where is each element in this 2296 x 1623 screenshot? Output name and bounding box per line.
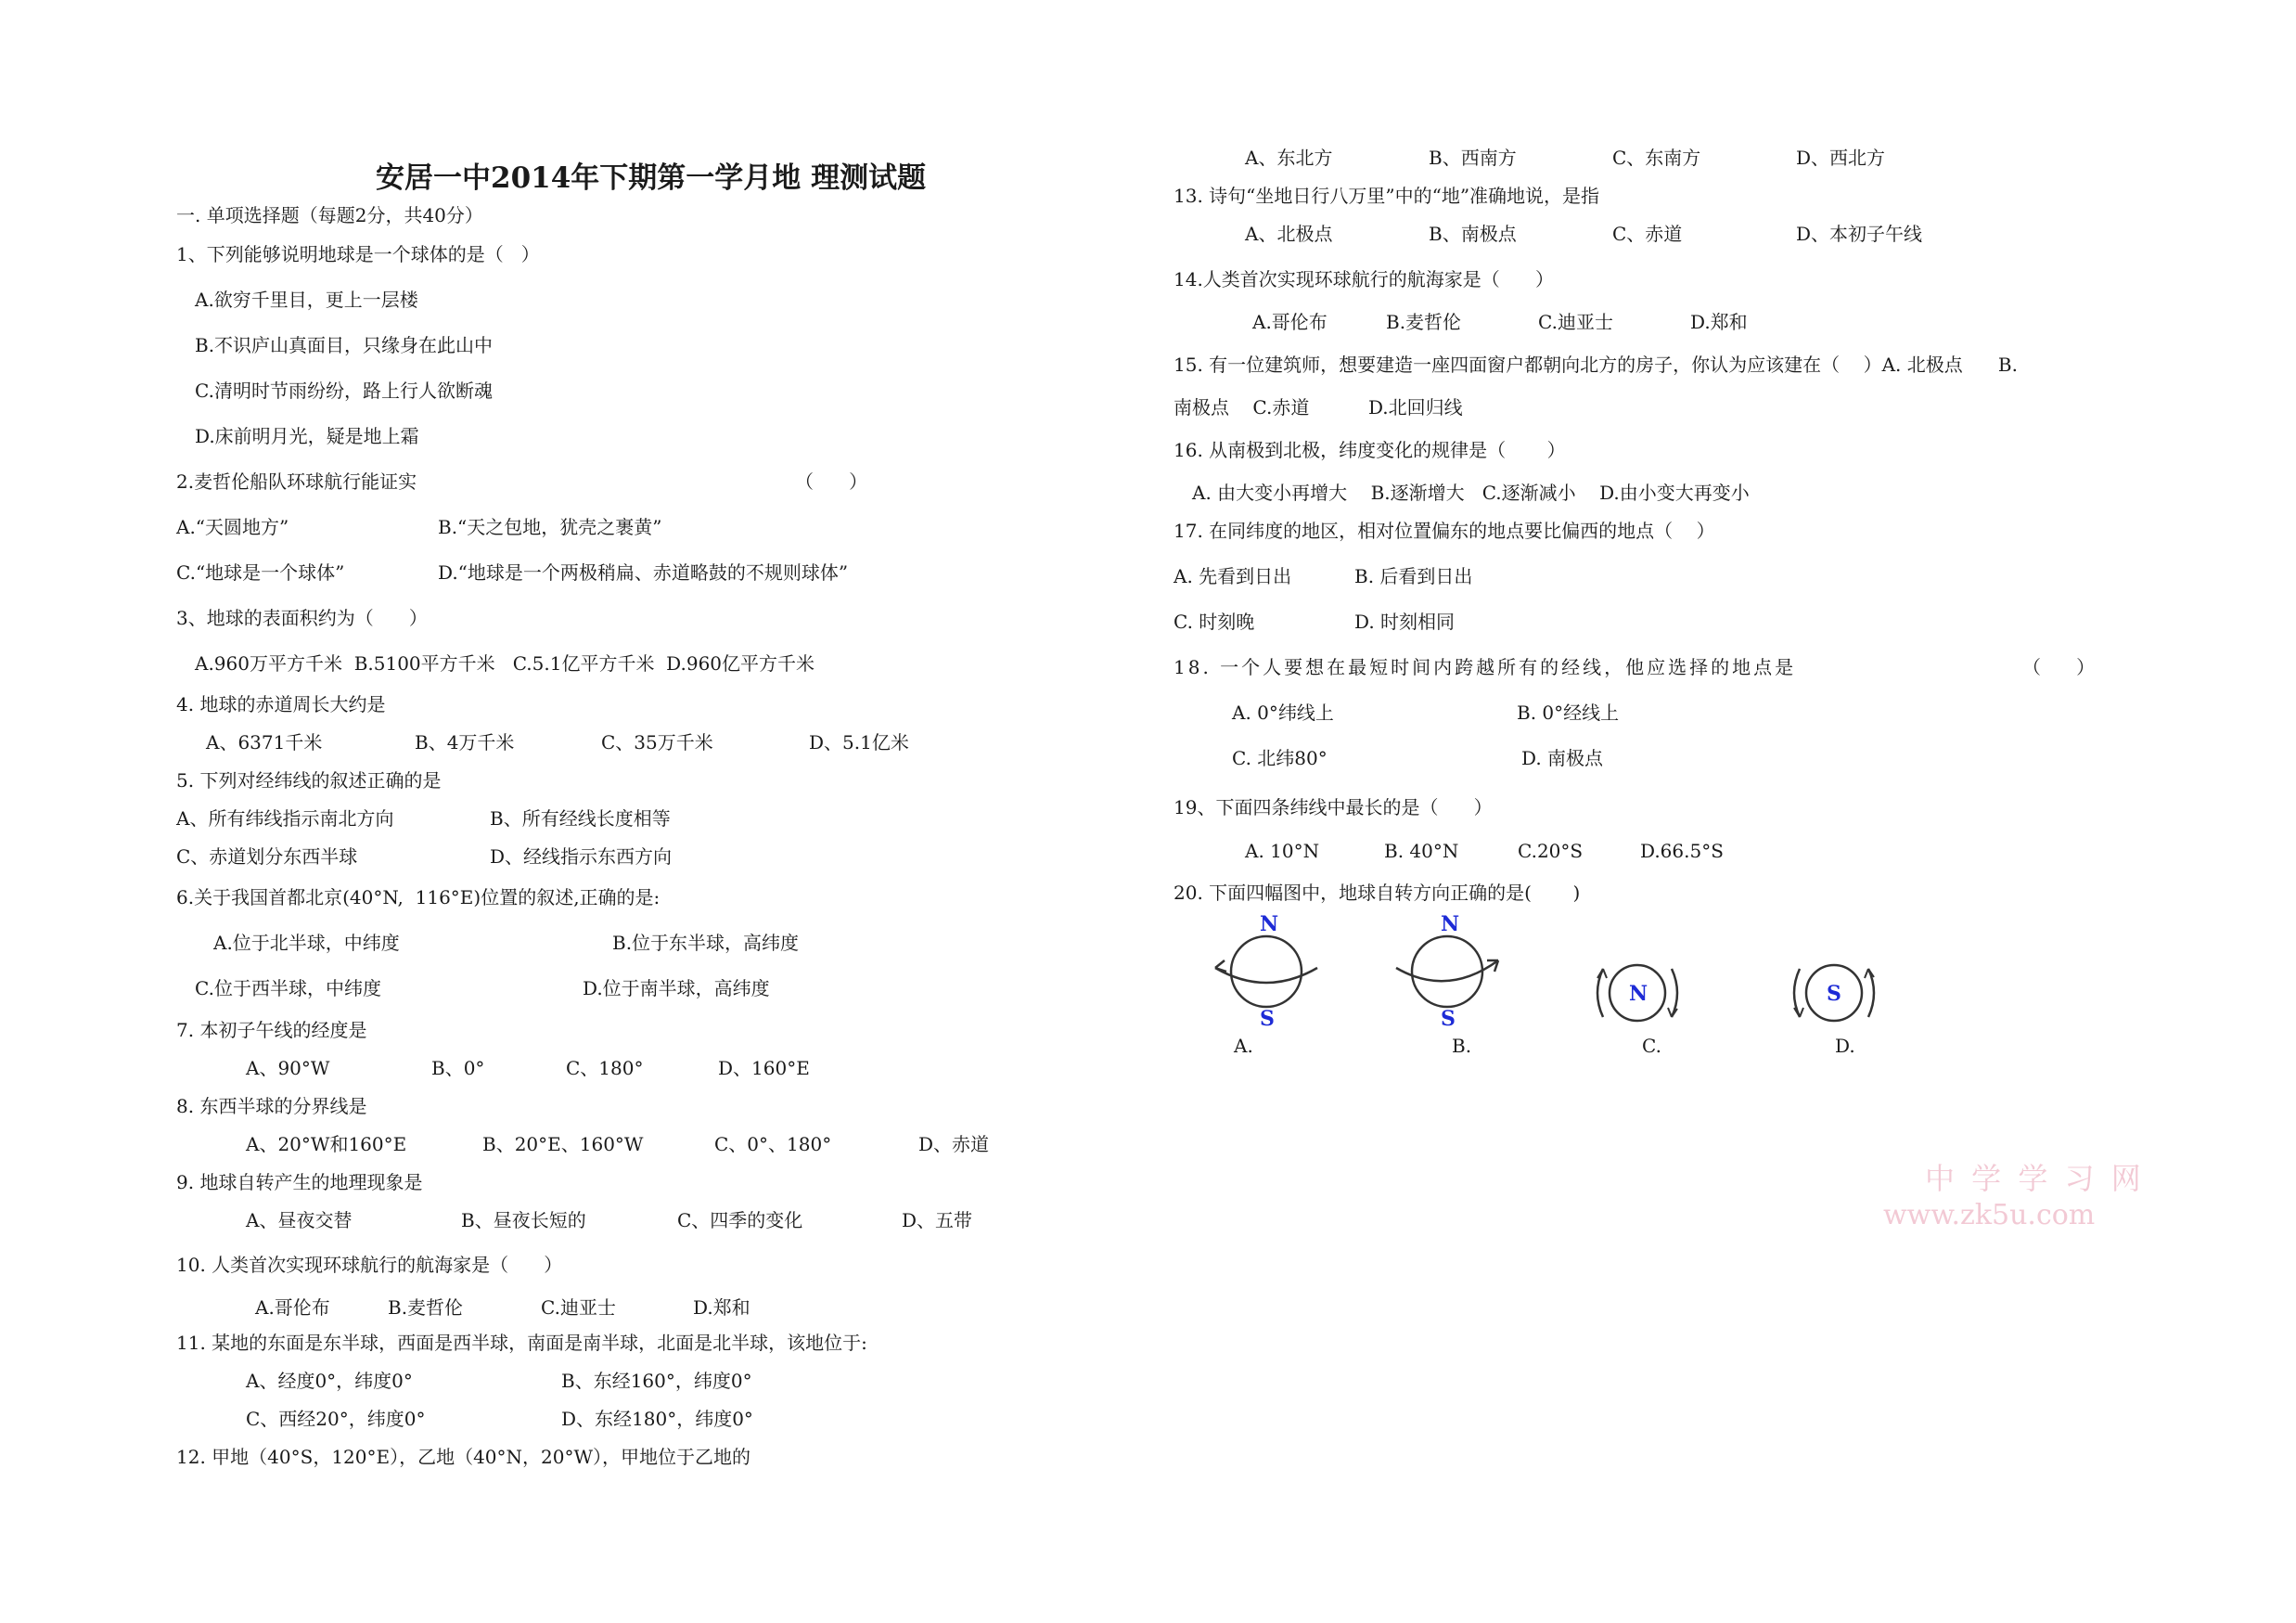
q12-option-c: C、东南方: [1612, 147, 1701, 169]
q18-option-d: D. 南极点: [1521, 747, 1604, 769]
q17-option-b: B. 后看到日出: [1354, 565, 1473, 587]
q7-option-c: C、180°: [566, 1057, 644, 1079]
q13-option-d: D、本初子午线: [1796, 223, 1923, 245]
figure-b-label: B.: [1452, 1035, 1472, 1057]
q12-option-d: D、西北方: [1796, 147, 1886, 169]
q11-option-d: D、东经180°，纬度0°: [561, 1408, 753, 1430]
question-10: 10. 人类首次实现环球航行的航海家是（ ）: [176, 1254, 563, 1276]
question-1: 1、下列能够说明地球是一个球体的是（ ）: [176, 243, 540, 265]
q6-option-b: B.位于东半球，高纬度: [612, 932, 800, 954]
north-label: N: [1441, 914, 1460, 936]
q17-option-a: A. 先看到日出: [1174, 565, 1292, 587]
q2-answer-blank: （ ）: [795, 470, 868, 493]
figure-b-side-globe: [1387, 914, 1507, 1030]
q13-option-a: A、北极点: [1245, 223, 1333, 245]
question-7: 7. 本初子午线的经度是: [176, 1019, 367, 1041]
question-19: 19、下面四条纬线中最长的是（ ）: [1174, 796, 1493, 818]
watermark-title: 中 学 学 习 网: [1925, 1161, 2145, 1196]
question-20: 20. 下面四幅图中，地球自转方向正确的是( ): [1174, 882, 1581, 904]
q5-option-d: D、经线指示东西方向: [490, 845, 673, 868]
q8-option-c: C、0°、180°: [714, 1133, 832, 1155]
south-label: S: [1827, 982, 1841, 1006]
q11-option-a: A、经度0°，纬度0°: [246, 1370, 413, 1392]
q2-option-a: A.“天圆地方”: [176, 516, 289, 538]
q8-option-d: D、赤道: [918, 1133, 990, 1155]
figure-a-label: A.: [1234, 1035, 1253, 1057]
q1-option-b: B.不识庐山真面目，只缘身在此山中: [195, 334, 494, 356]
page-title: 安居一中2014年下期第一学月地 理测试题: [376, 161, 927, 195]
question-13: 13. 诗句“坐地日行八万里”中的“地”准确地说，是指: [1174, 185, 1600, 207]
q19-option-d: D.66.5°S: [1640, 840, 1724, 862]
q7-option-a: A、90°W: [246, 1057, 330, 1079]
q5-option-a: A、所有纬线指示南北方向: [176, 807, 394, 830]
q19-option-a: A. 10°N: [1245, 840, 1320, 862]
q18-option-a: A. 0°纬线上: [1232, 702, 1334, 724]
q18-answer-blank: （ ）: [2022, 656, 2096, 678]
q12-option-b: B、西南方: [1429, 147, 1517, 169]
q1-option-a: A.欲穷千里目，更上一层楼: [195, 289, 418, 311]
south-label: S: [1260, 1007, 1275, 1030]
north-label: N: [1629, 982, 1648, 1006]
figure-a-side-globe: [1206, 914, 1327, 1030]
q13-option-b: B、南极点: [1429, 223, 1517, 245]
q14-option-d: D.郑和: [1690, 311, 1748, 333]
figure-c-polar-north: [1586, 956, 1688, 1030]
q14-option-b: B.麦哲伦: [1386, 311, 1462, 333]
q4-option-c: C、35万千米: [601, 731, 713, 754]
q6-option-a: A.位于北半球，中纬度: [213, 932, 400, 954]
q5-option-c: C、赤道划分东西半球: [176, 845, 358, 868]
question-17: 17. 在同纬度的地区，相对位置偏东的地点要比偏西的地点（ ）: [1174, 520, 1715, 542]
q10-option-d: D.郑和: [693, 1296, 750, 1319]
q9-option-c: C、四季的变化: [677, 1209, 803, 1231]
q9-option-d: D、五带: [902, 1209, 973, 1231]
q18-option-c: C. 北纬80°: [1232, 747, 1328, 769]
watermark-url: www.zk5u.com: [1883, 1199, 2096, 1231]
q10-option-a: A.哥伦布: [255, 1296, 330, 1319]
q2-option-d: D.“地球是一个两极稍扁、赤道略鼓的不规则球体”: [438, 561, 849, 584]
q3-options: A.960万平方千米 B.5100平方千米 C.5.1亿平方千米 D.960亿平方千米: [195, 652, 815, 675]
question-2: 2.麦哲伦船队环球航行能证实: [176, 470, 417, 493]
q6-option-c: C.位于西半球，中纬度: [195, 977, 381, 999]
question-12: 12. 甲地（40°S，120°E），乙地（40°N，20°W），甲地位于乙地的: [176, 1446, 751, 1468]
q19-option-c: C.20°S: [1518, 840, 1584, 862]
q17-option-d: D. 时刻相同: [1354, 611, 1456, 633]
q9-option-b: B、昼夜长短的: [461, 1209, 586, 1231]
question-18: 18. 一个人要想在最短时间内跨越所有的经线，他应选择的地点是: [1174, 656, 1797, 678]
figure-d-polar-south: [1783, 956, 1885, 1030]
south-label: S: [1441, 1007, 1456, 1030]
q17-option-c: C. 时刻晚: [1174, 611, 1255, 633]
q11-option-c: C、西经20°，纬度0°: [246, 1408, 426, 1430]
q16-options: A. 由大变小再增大 B.逐渐增大 C.逐渐减小 D.由小变大再变小: [1192, 482, 1750, 504]
q8-option-a: A、20°W和160°E: [246, 1133, 407, 1155]
question-15: 15. 有一位建筑师，想要建造一座四面窗户都朝向北方的房子，你认为应该建在（ ）A. 北极点 B.: [1174, 354, 2018, 376]
figure-d-label: D.: [1835, 1035, 1855, 1057]
q4-option-b: B、4万千米: [415, 731, 515, 754]
question-8: 8. 东西半球的分界线是: [176, 1095, 367, 1117]
section-heading: 一. 单项选择题（每题2分，共40分）: [176, 204, 483, 226]
question-16: 16. 从南极到北极，纬度变化的规律是（ ）: [1174, 439, 1566, 461]
q11-option-b: B、东经160°，纬度0°: [561, 1370, 752, 1392]
q7-option-d: D、160°E: [718, 1057, 810, 1079]
q5-option-b: B、所有经线长度相等: [490, 807, 671, 830]
north-label: N: [1260, 914, 1279, 936]
question-15-continued: 南极点 C.赤道 D.北回归线: [1174, 396, 1463, 419]
question-14: 14.人类首次实现环球航行的航海家是（ ）: [1174, 268, 1554, 290]
q9-option-a: A、昼夜交替: [246, 1209, 353, 1231]
q7-option-b: B、0°: [431, 1057, 485, 1079]
q18-option-b: B. 0°经线上: [1517, 702, 1620, 724]
question-6: 6.关于我国首都北京(40°N, 116°E)位置的叙述,正确的是:: [176, 886, 661, 908]
q14-option-a: A.哥伦布: [1252, 311, 1328, 333]
q14-option-c: C.迪亚士: [1538, 311, 1613, 333]
q1-option-c: C.清明时节雨纷纷，路上行人欲断魂: [195, 380, 493, 402]
q19-option-b: B. 40°N: [1384, 840, 1459, 862]
question-5: 5. 下列对经纬线的叙述正确的是: [176, 769, 442, 792]
q2-option-c: C.“地球是一个球体”: [176, 561, 345, 584]
q8-option-b: B、20°E、160°W: [482, 1133, 644, 1155]
figure-c-label: C.: [1642, 1035, 1661, 1057]
q12-option-a: A、东北方: [1245, 147, 1333, 169]
q13-option-c: C、赤道: [1612, 223, 1683, 245]
q10-option-b: B.麦哲伦: [388, 1296, 464, 1319]
q4-option-d: D、5.1亿米: [809, 731, 909, 754]
q1-option-d: D.床前明月光，疑是地上霜: [195, 425, 419, 447]
question-4: 4. 地球的赤道周长大约是: [176, 693, 386, 715]
q10-option-c: C.迪亚士: [541, 1296, 616, 1319]
question-9: 9. 地球自转产生的地理现象是: [176, 1171, 423, 1193]
question-3: 3、地球的表面积约为（ ）: [176, 607, 428, 629]
q2-option-b: B.“天之包地，犹壳之裹黄”: [438, 516, 662, 538]
question-11: 11. 某地的东面是东半球，西面是西半球，南面是南半球，北面是北半球，该地位于:: [176, 1332, 867, 1354]
q4-option-a: A、6371千米: [206, 731, 323, 754]
q6-option-d: D.位于南半球，高纬度: [583, 977, 770, 999]
